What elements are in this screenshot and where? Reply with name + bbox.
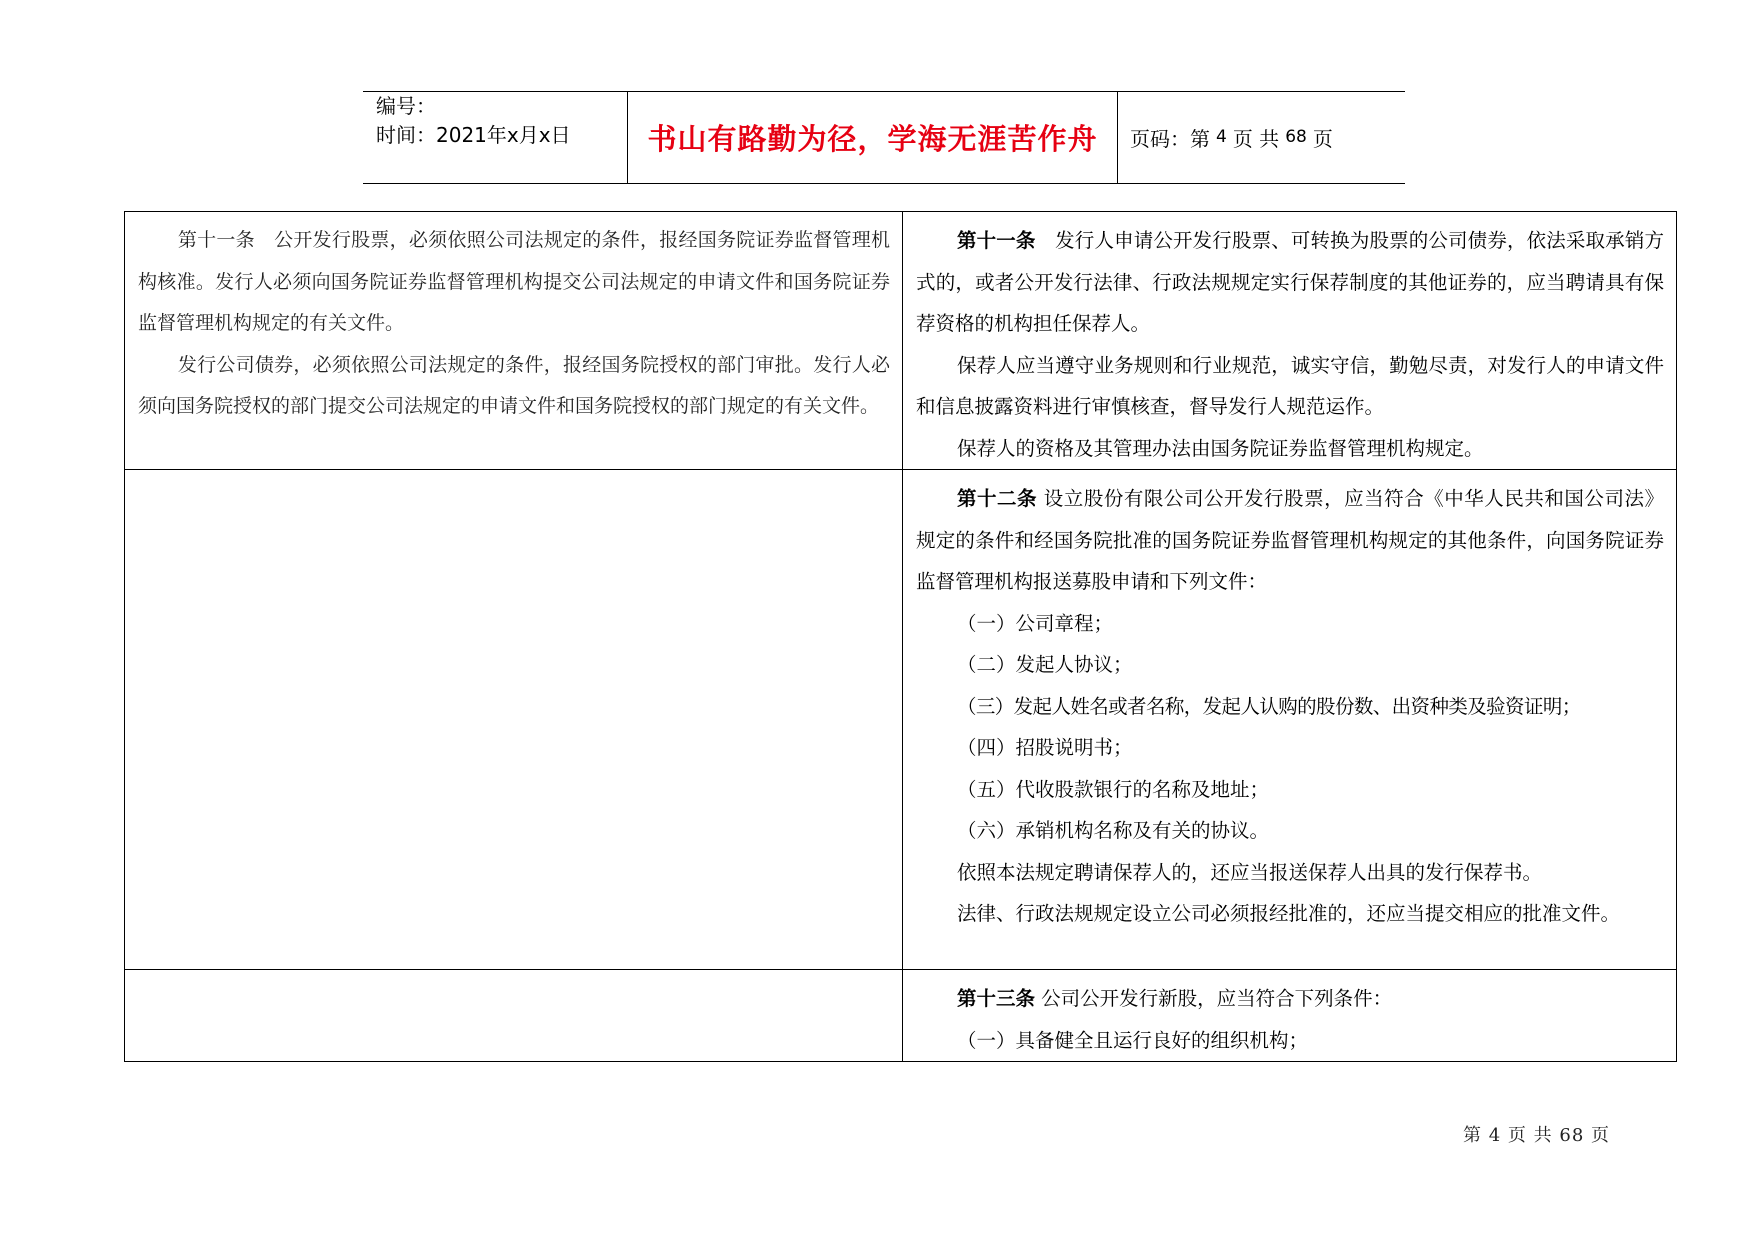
new-article-paragraph: 法律、行政法规规定设立公司必须报经批准的，还应当提交相应的批准文件。 [956, 902, 1620, 925]
old-article-paragraph: 第十一条 公开发行股票，必须依照公司法规定的条件，报经国务院证券监督管理机构核准。发行人必须向国务院证券监督管理机构提交公司法规定的申请文件和国务院证券监督管理机构规定的有关文件。 [138, 229, 890, 334]
footer-prefix: 第 [1463, 1125, 1482, 1146]
footer-middle: 页 共 [1507, 1125, 1553, 1146]
new-article-paragraph: 保荐人应当遵守业务规则和行业规范，诚实守信，勤勉尽责，对发行人的申请文件和信息披露资料进行审慎核查，督导发行人规范运作。 [916, 353, 1664, 418]
header-bottom-rule [363, 183, 1405, 184]
document-time: 时间：2021年x月x日 [376, 123, 571, 147]
footer-suffix: 页 [1591, 1125, 1611, 1146]
article-label: 第十三条 [956, 987, 1035, 1010]
article-body: 设立股份有限公司公开发行股票，应当符合《中华人民共和国公司法》规定的条件和经国务院批准的国务院证券监督管理机构规定的其他条件，向国务院证券监督管理机构报送募股申请和下列文件： [916, 487, 1664, 593]
new-article-paragraph [916, 978, 1664, 1020]
document-number-label: 编号： [376, 94, 436, 118]
old-text-cell [125, 470, 903, 970]
new-text-cell [903, 470, 1677, 970]
page-current: 4 [1216, 127, 1227, 147]
header-divider-right [1117, 91, 1118, 183]
page-total: 68 [1285, 127, 1307, 147]
old-text-cell [125, 212, 903, 470]
article-label: 第十二条 [956, 487, 1038, 510]
list-item: （六）承销机构名称及有关的协议。 [956, 819, 1269, 842]
header-meta [376, 92, 571, 150]
list-item: （三）发起人姓名或者名称，发起人认购的股份数、出资种类及验资证明； [956, 694, 1581, 718]
article-label: 第十一条 [956, 229, 1036, 252]
list-item: （一）具备健全且运行良好的组织机构； [956, 1028, 1308, 1052]
new-article-paragraph: 保荐人的资格及其管理办法由国务院证券监督管理机构规定。 [956, 436, 1484, 460]
header-page-info [1130, 91, 1333, 183]
page-middle: 页 共 [1232, 126, 1280, 151]
list-item: （一）公司章程； [956, 611, 1113, 635]
old-text-cell [125, 970, 903, 1062]
footer-current: 4 [1488, 1125, 1502, 1146]
new-text-cell [903, 970, 1677, 1062]
new-article-paragraph: 依照本法规定聘请保荐人的，还应当报送保荐人出具的发行保荐书。 [956, 860, 1542, 884]
table-row [125, 212, 1677, 470]
article-body: 公司公开发行新股，应当符合下列条件： [1034, 987, 1393, 1010]
law-comparison-table [124, 211, 1677, 1062]
page-prefix: 页码：第 [1130, 126, 1210, 151]
page-footer [1463, 1121, 1610, 1147]
new-article-paragraph [916, 478, 1664, 603]
list-item: （五）代收股款银行的名称及地址； [956, 777, 1269, 801]
page-suffix: 页 [1312, 126, 1333, 151]
list-item: （二）发起人协议； [956, 653, 1133, 676]
old-article-paragraph: 发行公司债券，必须依照公司法规定的条件，报经国务院授权的部门审批。发行人必须向国务院授权的部门提交公司法规定的申请文件和国务院授权的部门规定的有关文件。 [138, 353, 890, 417]
new-text-cell [903, 212, 1677, 470]
article-body: 发行人申请公开发行股票、可转换为股票的公司债券，依法采取承销方式的，或者公开发行法律、行政法规规定实行保荐制度的其他证券的，应当聘请具有保荐资格的机构担任保荐人。 [916, 229, 1664, 335]
list-item: （四）招股说明书； [956, 736, 1133, 759]
table-row [125, 970, 1677, 1062]
header-motto: 书山有路勤为径，学海无涯苦作舟 [647, 121, 1098, 156]
footer-total: 68 [1559, 1125, 1585, 1146]
table-row [125, 470, 1677, 970]
new-article-paragraph [916, 220, 1664, 345]
